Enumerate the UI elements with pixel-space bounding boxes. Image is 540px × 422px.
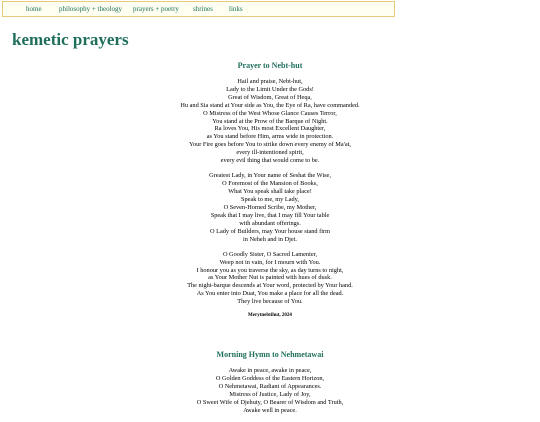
nav-link-shrines[interactable]: shrines xyxy=(193,5,213,13)
prayer-line: Awake well in peace. xyxy=(243,406,297,414)
prayer-line: O Mistress of the West Whose Glance Causes Terror, xyxy=(203,109,337,117)
prayer-line: Speak that I may live, that I may fill Your table xyxy=(210,211,330,219)
prayer-line: O Lady of Builders, may Your house stand firm xyxy=(210,227,330,235)
prayer-line: every evil thing that would come to be. xyxy=(220,157,320,165)
top-nav-bar xyxy=(2,1,395,17)
prayer-line: Ra loves You, His most Excellent Daughter, xyxy=(214,125,326,133)
prayer-line: Your Fire goes before You to strike down every enemy of Ma'at, xyxy=(189,141,351,149)
prayer-title: Prayer to Nebt-hut xyxy=(237,61,303,70)
prayer-line: O Nehmetawai, Radiant of Appearances. xyxy=(218,383,322,391)
prayer-line: Hail and praise, Nebt-hut, xyxy=(237,78,303,85)
prayer-stanza xyxy=(0,251,540,306)
prayer-line: You stand at the Prow of the Barque of Night. xyxy=(212,117,328,125)
prayer-line: Speak to me, my Lady, xyxy=(241,195,299,203)
prayer-line: in Neheh and in Djet. xyxy=(242,235,298,243)
prayer-line: O Sweet Wife of Djehuty, O Bearer of Wisdom and Truth, xyxy=(196,398,344,406)
prayer-line: Lady to the Limit Under the Gods! xyxy=(226,85,314,93)
prayer-line: with abundant offerings. xyxy=(239,219,301,227)
prayer-line: O Golden Goddess of the Eastern Horizon, xyxy=(215,375,325,383)
prayers-content xyxy=(0,59,540,422)
nav-link-philosophy-theology[interactable]: philosophy + theology xyxy=(59,5,123,13)
prayer-line: as You stand before Him, arms wide in protection. xyxy=(206,133,334,141)
prayer-line: The night-barque descends at Your word, protected by Your hand. xyxy=(187,282,353,290)
prayer-nehmetawai xyxy=(0,350,540,414)
prayer-line: What You speak shall take place! xyxy=(228,188,312,196)
prayer-line: Great of Wisdom, Great of Heqa, xyxy=(228,93,312,101)
prayer-line: They live because of You. xyxy=(237,298,303,306)
site-title: kemetic prayers xyxy=(12,30,129,49)
prayer-line: I honour you as you traverse the sky, as day turns to night, xyxy=(196,266,344,274)
prayer-stanza xyxy=(0,367,540,414)
prayer-nebt-hut xyxy=(0,61,540,319)
nav-link-links[interactable]: links xyxy=(229,5,243,13)
prayer-line: Greatest Lady, in Your name of Seshat the Wise, xyxy=(209,172,331,180)
prayer-line: O Goodly Sister, O Sacred Lamenter, xyxy=(222,250,318,258)
nav-link-home[interactable]: home xyxy=(26,5,42,13)
prayer-line: Weep not in vain, for I mourn with You. xyxy=(219,258,321,266)
prayer-stanza xyxy=(0,172,540,243)
prayer-stanza xyxy=(0,78,540,165)
nav-link-prayers-poetry[interactable]: prayers + poetry xyxy=(133,5,179,13)
prayer-line: as Your Mother Nut is painted with hues of dusk. xyxy=(208,274,332,282)
prayer-author: Merytnebtihut, 2024 xyxy=(248,313,292,319)
prayer-line: Awake in peace, awake in peace, xyxy=(228,367,312,375)
prayer-line: O Foremost of the Mansion of Books, xyxy=(222,180,318,188)
prayer-line: Mistress of Justice, Lady of Joy, xyxy=(229,391,311,399)
prayer-line: As You enter into Duat, You make a place for all the dead. xyxy=(196,290,344,298)
prayer-line: every ill-intentioned spirit, xyxy=(236,149,304,157)
prayer-line: Hu and Sia stand at Your side as You, the Eye of Ra, have commanded. xyxy=(180,101,360,109)
prayer-title: Morning Hymn to Nehmetawai xyxy=(216,350,324,360)
prayer-line: O Seven-Horned Scribe, my Mother, xyxy=(223,203,317,211)
